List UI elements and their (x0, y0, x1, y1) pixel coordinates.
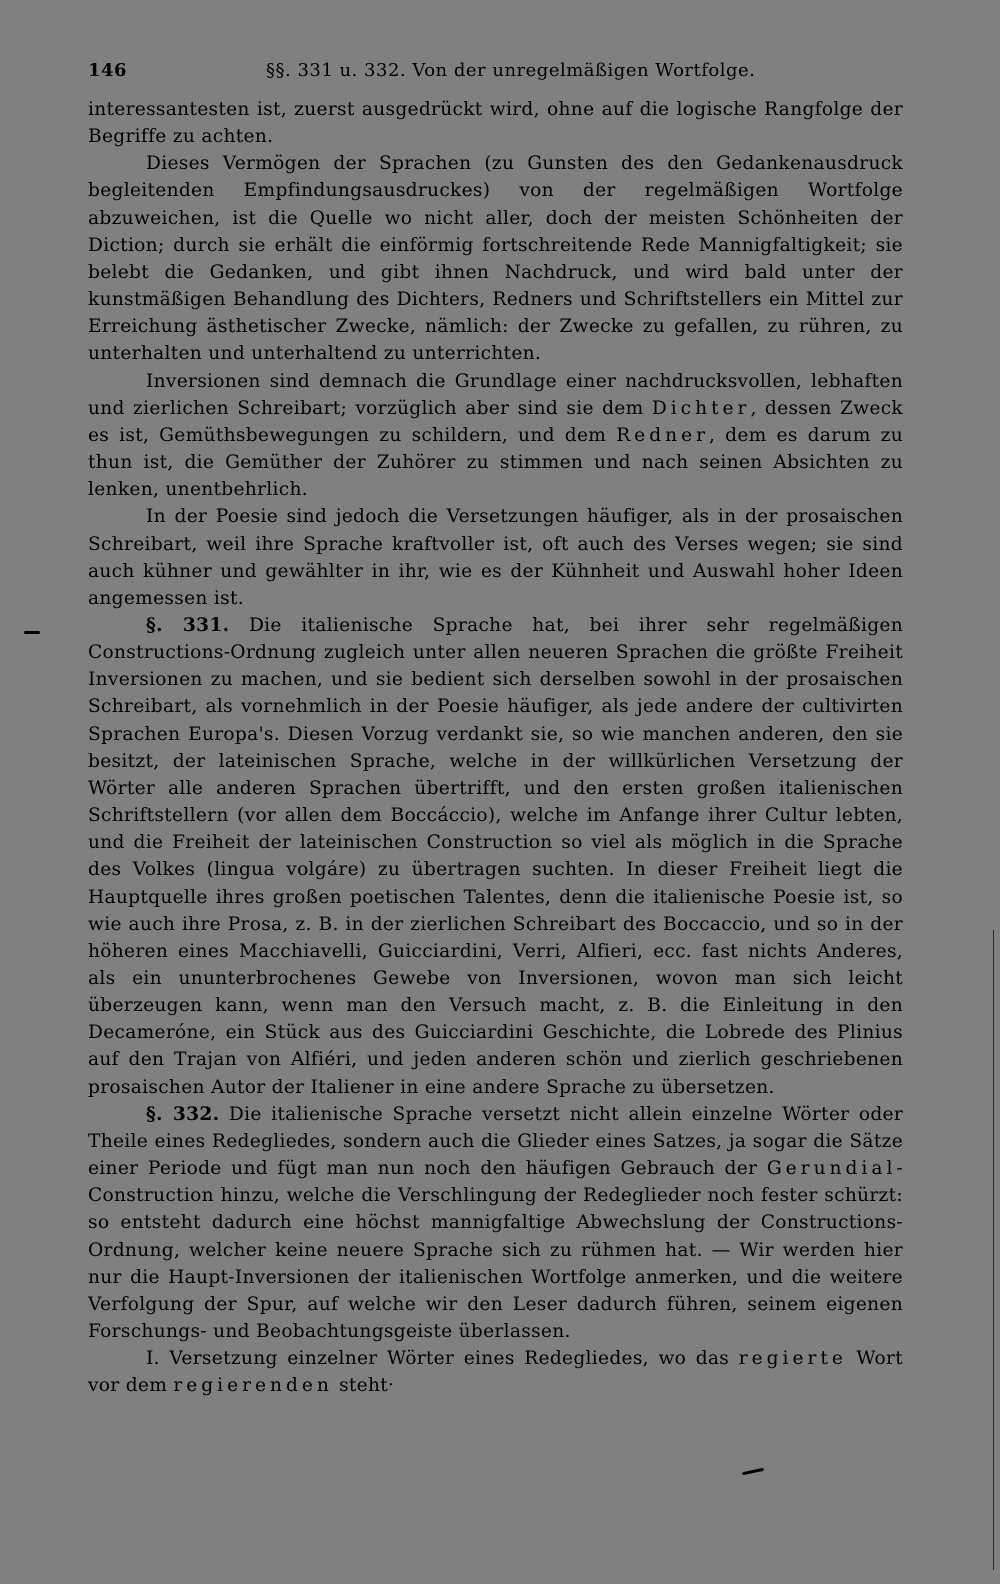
book-page (88, 60, 903, 1400)
page-number: 146 (88, 60, 128, 81)
scan-mark (742, 1468, 764, 1476)
paragraph-text: steht· (332, 1375, 395, 1397)
page-body (88, 96, 903, 1400)
paragraph-text: Die italienische Sprache hat, bei ihrer sehr regelmäßigen Constructions-Ordnung zugleich unter allen neueren Sprachen die größte Freiheit Inversionen zu machen, und sie bedient sich derselben sowohl in der prosaischen Schreibart, als vornehmlich in der Poesie häufiger, als jede andere der cultivirten Sprachen Europa's. Diesen Vorzug verdankt sie, so wie manchen anderen, den sie besitzt, der lateinischen Sprache, welche in der willkürlichen Versetzung der Wörter alle anderen Sprachen übertrifft, und den ersten großen italienischen Schriftstellern (vor allen dem Boccáccio), welche im Anfange ihrer Cultur lebten, und die Freiheit der lateinischen Construction so viel als möglich in die Sprache des Volkes (lingua volgáre) zu übertragen suchten. In dieser Freiheit liegt die Hauptquelle ihres großen poetischen Talentes, denn die italienische Poesie ist, so wie auch ihre Prosa, z. B. in der zierlichen Schreibart des Boccaccio, und so in der höheren eines Macchiavelli, Guicciardini, Verri, Alfieri, ecc. fast nichts Anderes, als ein ununterbrochenes Gewebe von Inversionen, wovon man sich leicht überzeugen kann, wenn man den Versuch macht, z. B. die Einleitung in den Decamerónе, ein Stück aus des Guicciardini Geschichte, die Lobrede des Plinius auf den Trajan von Alfiéri, und jeden anderen schön und zierlich geschriebenen prosaischen Autor der Italiener in eine andere Sprache zu übersetzen. (88, 614, 903, 1098)
emphasis-regierenden: regierenden (173, 1375, 333, 1397)
paragraph (88, 1345, 903, 1399)
section-332 (88, 1101, 903, 1345)
paragraph (88, 368, 903, 504)
paragraph-text: Die italienische Sprache versetzt nicht allein einzelne Wörter oder Theile eines Redegliedes, sondern auch die Glieder eines Satzes, ja sogar die Sätze einer Periode und fügt man nun noch den häufigen Gebrauch der (88, 1103, 904, 1180)
paragraph (88, 503, 903, 612)
paragraph (88, 96, 903, 150)
paragraph-text: Inversionen sind demnach die Grundlage einer nachdrucksvollen, lebhaften und zierlichen Schreibart; vorzüglich aber sind sie dem (88, 370, 903, 419)
section-number: §. 332. (146, 1103, 220, 1125)
paragraph-text: , dem es darum zu thun ist, die Gemüther der Zuhörer zu stimmen und nach seinen Absichten zu lenken, unentbehrlich. (88, 424, 903, 501)
scan-edge-line (993, 930, 994, 1570)
paragraph-text: interessantesten ist, zuerst ausgedrückt wird, ohne auf die logische Rangfolge der Begriffe zu achten. (88, 99, 903, 148)
paragraph-text: Dieses Vermögen der Sprachen (zu Gunsten des den Gedankenausdruck begleitenden Empfindungsausdruckes) von der regelmäßigen Wortfolge abzuweichen, ist die Quelle wo nicht aller, doch der meisten Schönheiten der Diction; durch sie erhält die einförmig fortschreitende Rede Mannigfaltigkeit; sie belebt die Gedanken, und gibt ihnen Nachdruck, und wird bald unter der kunstmäßigen Behandlung des Dichters, Redners und Schriftstellers ein Mittel zur Erreichung ästhetischer Zwecke, nämlich: der Zwecke zu gefallen, zu rühren, zu unterhalten und unterhaltend zu unterrichten. (88, 153, 903, 365)
emphasis-gerundial: Gerundial (766, 1158, 897, 1180)
paragraph-text: Wort vor dem (88, 1348, 903, 1397)
section-number: §. 331. (146, 614, 230, 636)
paragraph-text: In der Poesie sind jedoch die Versetzungen häufiger, als in der prosaischen Schreibart, weil ihre Sprache kraftvoller ist, oft auch des Verses wegen; sie sind auch kühner und gewählter in ihr, wie es der Kühnheit und Auswahl hoher Ideen angemessen ist. (88, 506, 903, 609)
section-331 (88, 612, 903, 1101)
emphasis-redner: Redner (616, 424, 709, 446)
paragraph-text: I. Versetzung einzelner Wörter eines Redegliedes, wo das (146, 1348, 739, 1370)
emphasis-dichter: Dichter (651, 397, 751, 419)
running-title: §§. 331 u. 332. Von der unregelmäßigen Wortfolge. (266, 60, 756, 81)
paragraph-text: , dessen Zweck es ist, Gemüthsbewegungen zu schildern, und dem (88, 397, 904, 446)
scan-mark (24, 631, 40, 634)
page-header (88, 60, 903, 96)
paragraph (88, 150, 903, 367)
emphasis-regierte: regierte (738, 1348, 847, 1370)
paragraph-text: -Construction hinzu, welche die Verschlingung der Redeglieder noch fester schürzt: so entsteht dadurch eine höchst mannigfaltige Abwechslung der Constructions-Ordnung, welcher keine neuere Sprache sich zu rühmen hat. — Wir werden hier nur die Haupt-Inversionen der italienischen Wortfolge anmerken, und die weitere Verfolgung der Spur, auf welche wir den Leser dadurch führen, seinem eigenen Forschungs- und Beobachtungsgeiste überlassen. (88, 1158, 903, 1343)
